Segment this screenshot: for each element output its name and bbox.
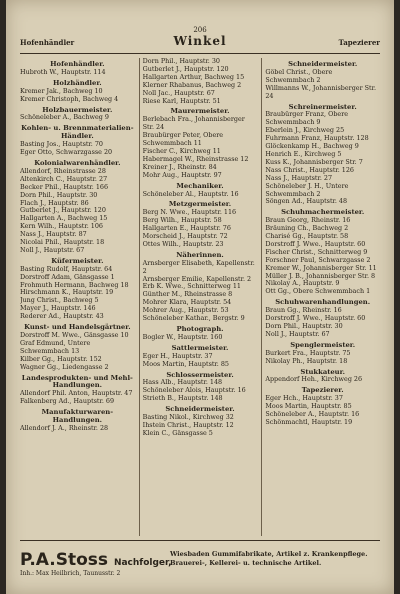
section-heading: Handlungen. — [52, 416, 103, 425]
directory-entry: Hallgarten A., Bachweg 15 — [20, 214, 108, 223]
section-heading: Schuhmachermeister. — [281, 208, 365, 217]
column-3 — [261, 58, 380, 536]
directory-entry: Nass Christ., Hauptstr. 126 — [265, 165, 355, 174]
directory-entry: Allendorf J. A., Rheinstr. 28 — [20, 423, 109, 432]
directory-entry: Göbel Christ., Obere Schwemmbach 2 — [265, 67, 333, 84]
advertisement-footer — [20, 544, 380, 584]
directory-entry: Dorn Phil., Hauptstr. 30 — [265, 322, 343, 330]
directory-entry: Moos Martin, Hauptstr. 85 — [265, 402, 352, 411]
directory-entry: Dorstroff Adam, Gänsgasse 1 — [20, 272, 115, 281]
section-heading: Landesprodukten- und Mehl- — [21, 373, 133, 382]
directory-entry: Hass Alb., Hauptstr. 148 — [142, 378, 223, 387]
ad-address: Inh.: Max Heilbrich, Taunusstr. 2 — [20, 570, 121, 577]
directory-entry: Schöneleber Kathar., Bergstr. 9 — [142, 314, 245, 323]
directory-entry: Allendorf Phil. Anton, Hauptstr. 47 — [20, 389, 133, 398]
directory-entry: Mohr Aug., Hauptstr. 97 — [142, 170, 222, 179]
directory-entry: Schöneleber Alois, Hauptstr. 16 — [142, 386, 246, 395]
directory-entry: Nikolay Ph., Hauptstr. 18 — [265, 356, 348, 365]
section-heading: Küfermeister. — [51, 256, 104, 265]
directory-entry: Nass J., Hauptstr. 27 — [265, 173, 333, 182]
directory-entry: Dorn Phil., Hauptstr. 30 — [142, 58, 220, 65]
directory-entry: Berlebach Fra., Johannisberger Str. 24 — [142, 115, 245, 132]
directory-entry: Moos Martin, Hauptstr. 85 — [142, 359, 229, 368]
directory-entry: Bräuning Ch., Bachweg 2 — [265, 224, 349, 233]
directory-entry: Schöneleber Al., Hauptstr. 16 — [142, 189, 239, 198]
directory-entry: Kremer Jak., Bachweg 10 — [20, 86, 103, 95]
directory-entry: Fuhrmann Franz, Hauptstr. 128 — [265, 134, 369, 143]
directory-entry: Gutberlet J., Hauptstr. 120 — [20, 206, 106, 215]
section-heading: Metzgermeister. — [168, 200, 232, 209]
directory-entry: Müller J. B., Johannisberger Str. 8 — [265, 271, 376, 280]
directory-entry: Erb K. Wwe., Schnitterweg 11 — [142, 282, 241, 291]
directory-entry: Noll J., Hauptstr. 67 — [265, 329, 330, 338]
section-heading: Schneidermeister. — [165, 405, 235, 414]
directory-entry: Schöneleber A., Bachweg 9 — [20, 113, 109, 122]
directory-entry: Bogler W., Hauptstr. 160 — [142, 332, 223, 341]
directory-entry: Fischer C., Kirchweg 11 — [142, 146, 221, 155]
directory-entry: Noll J., Hauptstr. 67 — [20, 245, 85, 254]
section-heading: Tapezierer. — [301, 386, 344, 395]
column-1 — [20, 58, 135, 536]
directory-entry: Rederer Ad., Hauptstr. 43 — [20, 312, 104, 321]
directory-entry: Kern Wilh., Hauptstr. 106 — [20, 222, 103, 231]
directory-entry: Kreiner J., Rheinstr. 84 — [142, 162, 217, 171]
ad-description: Wiesbaden Gummifabrikate, Artikel z. Krankenpflege. Brauerei-, Kellerei- u. technische Artikel. — [170, 550, 368, 567]
section-heading: Stukkateur. — [300, 367, 345, 376]
section-heading: Kohlen- u. Brennmaterialien- — [21, 124, 134, 133]
directory-entry: Arnsberger Emilie, Kapellenstr. 2 — [142, 274, 252, 283]
directory-entry: Braun Georg, Rheinstr. 16 — [265, 216, 351, 225]
directory-entry: Glöckenkamp H., Bachweg 9 — [265, 142, 359, 151]
directory-entry: Ihstein Christ., Hauptstr. 12 — [142, 420, 234, 429]
left-running-title: Hofenhändler — [20, 38, 75, 47]
directory-entry: Arnsberger Elisabeth, Kapellenstr. 2 — [142, 258, 255, 275]
section-heading: Schneidermeister. — [288, 60, 358, 68]
ad-brand-name: P.A.Stoss — [20, 550, 109, 570]
directory-entry: Forschner Paul, Schwarzgasse 2 — [265, 255, 371, 264]
directory-entry: Berg Wilh., Hauptstr. 58 — [142, 216, 222, 225]
directory-entry: Willmanns W., Johannisberger Str. 24 — [265, 83, 376, 100]
section-heading: Maurermeister. — [170, 107, 230, 116]
directory-entry: Basting Rudolf, Hauptstr. 64 — [20, 264, 113, 273]
directory-entry: Klerner Rhabanus, Bachweg 2 — [142, 80, 242, 89]
directory-entry: Hallgarten E., Hauptstr. 76 — [142, 224, 231, 233]
directory-entry: Hubroth W., Hauptstr. 114 — [20, 67, 106, 76]
section-heading: Holzhändler. — [53, 78, 102, 87]
directory-entry: Kuss K., Johannisberger Str. 7 — [265, 157, 363, 166]
directory-entry: Ottes Wilh., Hauptstr. 23 — [142, 239, 224, 248]
directory-entry: Wagner Gg., Liedengasse 2 — [20, 362, 109, 371]
header-rule — [20, 53, 380, 54]
directory-entry: Mohrer Klara, Hauptstr. 54 — [142, 298, 232, 307]
directory-entry: Flach J., Hauptstr. 86 — [20, 198, 89, 207]
directory-entry: Jung Christ., Bachweg 5 — [20, 296, 99, 305]
directory-entry: Söngen Ad., Hauptstr. 48 — [265, 197, 348, 206]
directory-entry: Schöneleber A., Hauptstr. 16 — [265, 410, 360, 419]
directory-entry: Frohmuth Hermann, Bachweg 18 — [20, 280, 129, 289]
section-heading: Hofenhändler. — [50, 60, 105, 68]
directory-entry: Kremer W., Johannisberger Str. 11 — [265, 263, 377, 272]
directory-entry: Nikolay A., Hauptstr. 9 — [265, 279, 340, 288]
directory-entry: Gutberlet J., Hauptstr. 120 — [142, 64, 229, 73]
footer-rule — [20, 540, 380, 541]
directory-entry: Noll Jac., Hauptstr. 67 — [142, 88, 215, 97]
directory-entry: Appendorf Heh., Kirchweg 26 — [265, 375, 363, 384]
directory-entry: Becker Phil., Hauptstr. 166 — [20, 182, 109, 191]
ad-brand-sub: Nachfolger, — [113, 558, 172, 568]
directory-entry: Dorstroff J. Wwe., Hauptstr. 60 — [265, 239, 366, 248]
section-heading: Sattlermeister. — [171, 343, 229, 352]
section-heading: Photograph. — [176, 325, 224, 333]
directory-entry: Mohrer Aug., Hauptstr. 53 — [142, 306, 229, 315]
directory-entry: Fischer Christ., Schnitterweg 9 — [265, 247, 368, 256]
section-heading: Handlungen. — [52, 381, 103, 390]
directory-entry: Graf Edmund, Untere Schwemmbach 13 — [20, 338, 91, 355]
directory-entry: Dorstroff M. Wwe., Gänsgasse 10 — [20, 331, 129, 339]
directory-entry: Eger H., Hauptstr. 37 — [142, 351, 213, 360]
directory-entry: Mayer J., Hauptstr. 146 — [20, 304, 96, 313]
section-heading: Holzbauermeister. — [42, 105, 113, 114]
section-heading: Manufakturwaren- — [41, 408, 114, 417]
section-heading: Näherinnen. — [176, 250, 224, 259]
directory-entry: Klein C., Gänsgasse 5 — [142, 428, 213, 437]
directory-entry: Basting Nikol., Kirchweg 32 — [142, 413, 234, 422]
directory-entry: Eger Hch., Hauptstr. 37 — [265, 394, 343, 403]
section-heading: Kunst- und Handelsgärtner. — [24, 323, 131, 332]
directory-entry: Nass J., Hauptstr. 87 — [20, 230, 87, 239]
directory-entry: Nicolai Phil., Hauptstr. 18 — [20, 238, 105, 247]
directory-entry: Braun Gg., Rheinstr. 16 — [265, 306, 342, 315]
section-heading: Händler. — [60, 132, 94, 141]
directory-entry: Eger Otto, Schwarzgasse 20 — [20, 148, 113, 157]
section-heading: Schreinermeister. — [288, 102, 357, 111]
page-number: 206 — [193, 26, 207, 34]
directory-entry: Braubürger Franz, Obere Schwemmbach 9 — [265, 110, 349, 127]
directory-entry: Braubürger Peter, Obere Schwemmbach 11 — [142, 131, 224, 148]
section-heading: Schlossermeister. — [166, 370, 234, 379]
ad-brand — [20, 550, 172, 570]
directory-entry: Riese Karl, Hauptstr. 51 — [142, 96, 221, 105]
directory-columns — [20, 58, 380, 536]
section-heading: Kolonialwarenhändler. — [34, 158, 121, 167]
directory-entry: Altenkirch C., Hauptstr. 27 — [20, 174, 108, 183]
directory-entry: Hirschmann K., Hauptstr. 19 — [20, 288, 114, 297]
right-running-title: Tapezierer — [338, 38, 380, 47]
directory-entry: Allendorf, Rheinstrasse 28 — [20, 166, 106, 175]
center-running-title: Winkel — [173, 34, 227, 48]
directory-entry: Morscheid J., Hauptstr. 72 — [142, 232, 228, 241]
directory-entry: Henrich E., Kirchweg 5 — [265, 149, 342, 158]
directory-entry: Habermagel W., Rheinstrasse 12 — [142, 154, 249, 163]
directory-entry: Dorstroff J. Wwe., Hauptstr. 60 — [265, 314, 366, 323]
directory-entry: Schöneleber J. H., Untere Schwemmbach 2 — [265, 181, 349, 198]
page-header — [20, 26, 380, 48]
directory-page — [6, 0, 394, 594]
directory-entry: Burkert Fra., Hauptstr. 75 — [265, 348, 351, 357]
section-heading: Schuhwarenhandlungen. — [275, 298, 371, 307]
directory-entry: Dorn Phil., Hauptstr. 30 — [20, 190, 98, 199]
directory-entry: Eberlein J., Kirchweg 25 — [265, 126, 345, 135]
directory-entry: Berg N. Wwe., Hauptstr. 116 — [142, 208, 237, 217]
directory-entry: Hallgarten Arthur, Bachweg 15 — [142, 72, 245, 81]
section-heading: Mechaniker. — [176, 181, 224, 190]
column-2 — [139, 58, 258, 536]
directory-entry: Strieth B., Hauptstr. 148 — [142, 394, 223, 403]
directory-entry: Schönmachtl, Hauptstr. 19 — [265, 417, 353, 426]
directory-entry: Ott Gg., Obere Schwemmbach 1 — [265, 287, 371, 296]
directory-entry: Charisé Gg., Hauptstr. 58 — [265, 232, 349, 241]
directory-entry: Basting Jos., Hauptstr. 70 — [20, 140, 103, 149]
directory-entry: Falkenberg Ad., Hauptstr. 69 — [20, 397, 115, 406]
directory-entry: Kilber Gg., Hauptstr. 152 — [20, 354, 102, 363]
directory-entry: Kremer Christoph, Bachweg 4 — [20, 94, 119, 103]
directory-entry: Günther M., Rheinstrasse 8 — [142, 290, 233, 299]
section-heading: Spenglermeister. — [290, 340, 356, 349]
